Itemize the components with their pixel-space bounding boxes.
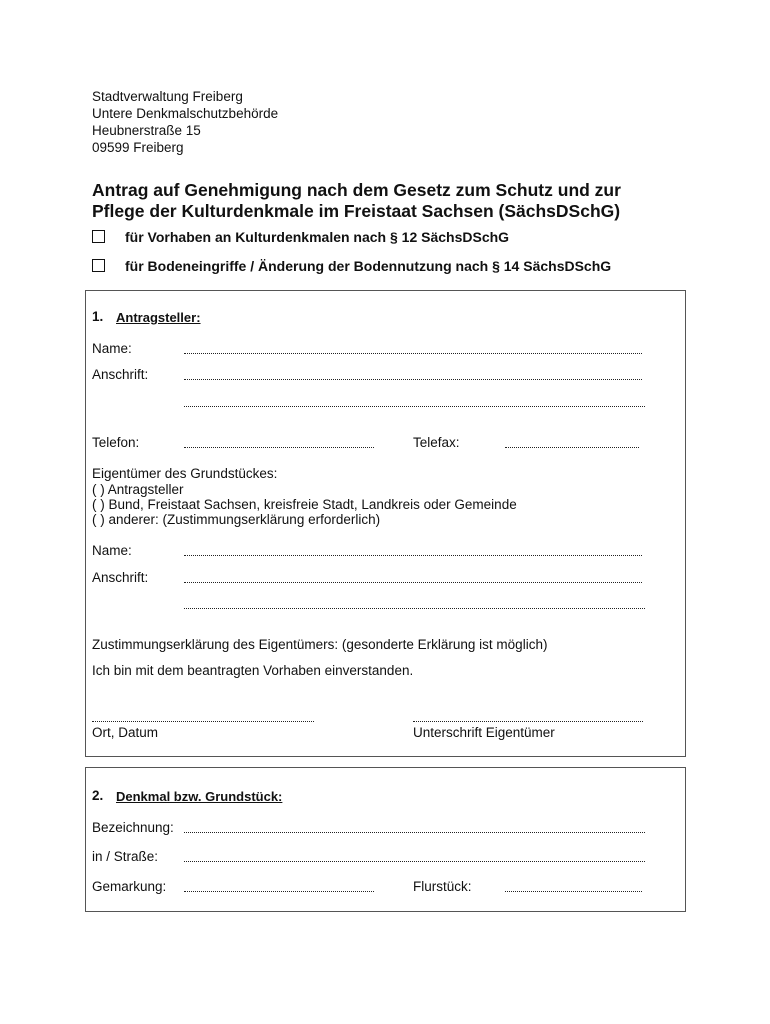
owner-name-field[interactable] [184, 555, 642, 556]
owner-signature-label: Unterschrift Eigentümer [413, 725, 555, 740]
section-applicant [85, 290, 686, 757]
checkbox-paragraph-14[interactable] [92, 259, 105, 272]
place-date-label: Ort, Datum [92, 725, 159, 740]
section-1-number: 1. [92, 309, 104, 324]
consent-heading: Zustimmungserklärung des Eigentümers: (gesonderte Erklärung ist möglich) [92, 637, 548, 652]
address-line-2: Untere Denkmalschutzbehörde [92, 106, 279, 121]
place-date-field[interactable] [92, 721, 314, 722]
form-title-line-2: Pflege der Kulturdenkmale im Freistaat Sachsen (SächsDSchG) [92, 201, 621, 221]
option-paragraph-14-label: für Bodeneingriffe / Änderung der Bodennutzung nach § 14 SächsDSchG [125, 257, 612, 274]
parcel-field[interactable] [505, 891, 642, 892]
owner-address-label: Anschrift: [92, 570, 149, 585]
applicant-phone-label: Telefon: [92, 435, 140, 450]
owner-name-label: Name: [92, 543, 132, 558]
applicant-address-label: Anschrift: [92, 367, 149, 382]
consent-text: Ich bin mit dem beantragten Vorhaben einverstanden. [92, 663, 414, 678]
checkbox-paragraph-12[interactable] [92, 230, 105, 243]
street-field[interactable] [184, 861, 645, 862]
owner-option-applicant[interactable]: ( ) Antragsteller [92, 482, 184, 497]
owner-address-field-1[interactable] [184, 582, 642, 583]
parcel-label: Flurstück: [413, 879, 472, 894]
owner-signature-field[interactable] [413, 721, 643, 722]
section-2-heading: Denkmal bzw. Grundstück: [116, 789, 283, 804]
section-1-heading: Antragsteller: [116, 310, 201, 325]
option-paragraph-12-label: für Vorhaben an Kulturdenkmalen nach § 12 SächsDSchG [125, 228, 510, 245]
applicant-fax-field[interactable] [505, 447, 639, 448]
option-paragraph-14[interactable] [92, 257, 612, 274]
form-title [92, 180, 621, 222]
applicant-address-field-1[interactable] [184, 379, 642, 380]
address-line-1: Stadtverwaltung Freiberg [92, 89, 243, 104]
applicant-phone-field[interactable] [184, 447, 374, 448]
address-line-3: Heubnerstraße 15 [92, 123, 201, 138]
section-2-number: 2. [92, 788, 104, 803]
designation-field[interactable] [184, 832, 645, 833]
authority-address [92, 88, 278, 156]
street-label: in / Straße: [92, 849, 159, 864]
applicant-name-label: Name: [92, 341, 132, 356]
address-line-4: 09599 Freiberg [92, 140, 184, 155]
owner-option-public-body[interactable]: ( ) Bund, Freistaat Sachsen, kreisfreie Stadt, Landkreis oder Gemeinde [92, 497, 517, 512]
owner-option-other[interactable]: ( ) anderer: (Zustimmungserklärung erforderlich) [92, 512, 381, 527]
option-paragraph-12[interactable] [92, 228, 510, 245]
designation-label: Bezeichnung: [92, 820, 174, 835]
applicant-address-field-2[interactable] [184, 406, 645, 407]
owner-address-field-2[interactable] [184, 608, 645, 609]
section-monument [85, 767, 686, 912]
applicant-name-field[interactable] [184, 353, 642, 354]
applicant-fax-label: Telefax: [413, 435, 460, 450]
owner-heading: Eigentümer des Grundstückes: [92, 466, 278, 481]
form-title-line-1: Antrag auf Genehmigung nach dem Gesetz zum Schutz und zur [92, 180, 621, 200]
district-label: Gemarkung: [92, 879, 167, 894]
district-field[interactable] [184, 891, 374, 892]
